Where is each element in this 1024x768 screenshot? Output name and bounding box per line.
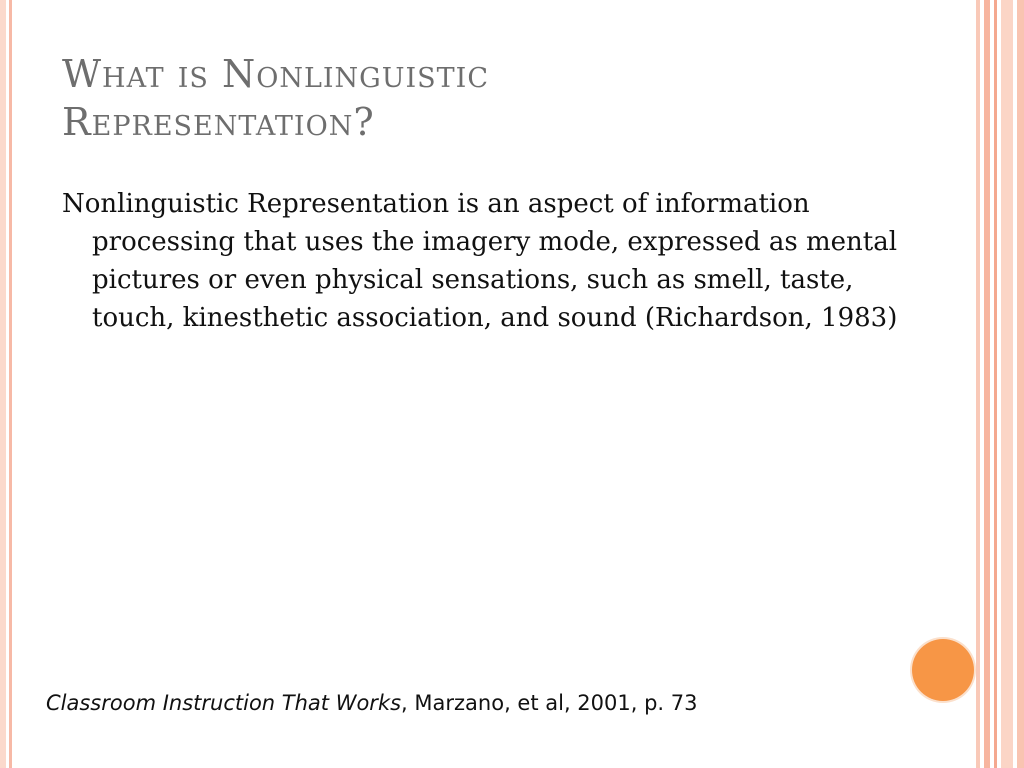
right-border-stripe [994, 0, 997, 768]
decorative-circle-icon [912, 639, 974, 701]
right-border-stripe [1001, 0, 1013, 768]
slide-title [62, 50, 942, 146]
citation [46, 688, 698, 718]
right-border-stripe [984, 0, 990, 768]
citation-details: , Marzano, et al, 2001, p. 73 [401, 691, 698, 715]
citation-book-title: Classroom Instruction That Works [46, 691, 402, 715]
left-border-stripe [0, 0, 6, 768]
slide-title-line-2: Representation? [62, 100, 375, 144]
slide-title-line-1: What is Nonlinguistic [62, 52, 490, 96]
right-border-stripe [1017, 0, 1024, 768]
slide-body-text: Nonlinguistic Representation is an aspect of information processing that uses the imagery mode, expressed as mental pictures or even physical sensations, such as smell, taste, touch, kinesthetic association, and sound (Richardson, 1983) [62, 189, 898, 333]
right-border-stripe [976, 0, 980, 768]
left-border-stripe-inner [9, 0, 12, 768]
